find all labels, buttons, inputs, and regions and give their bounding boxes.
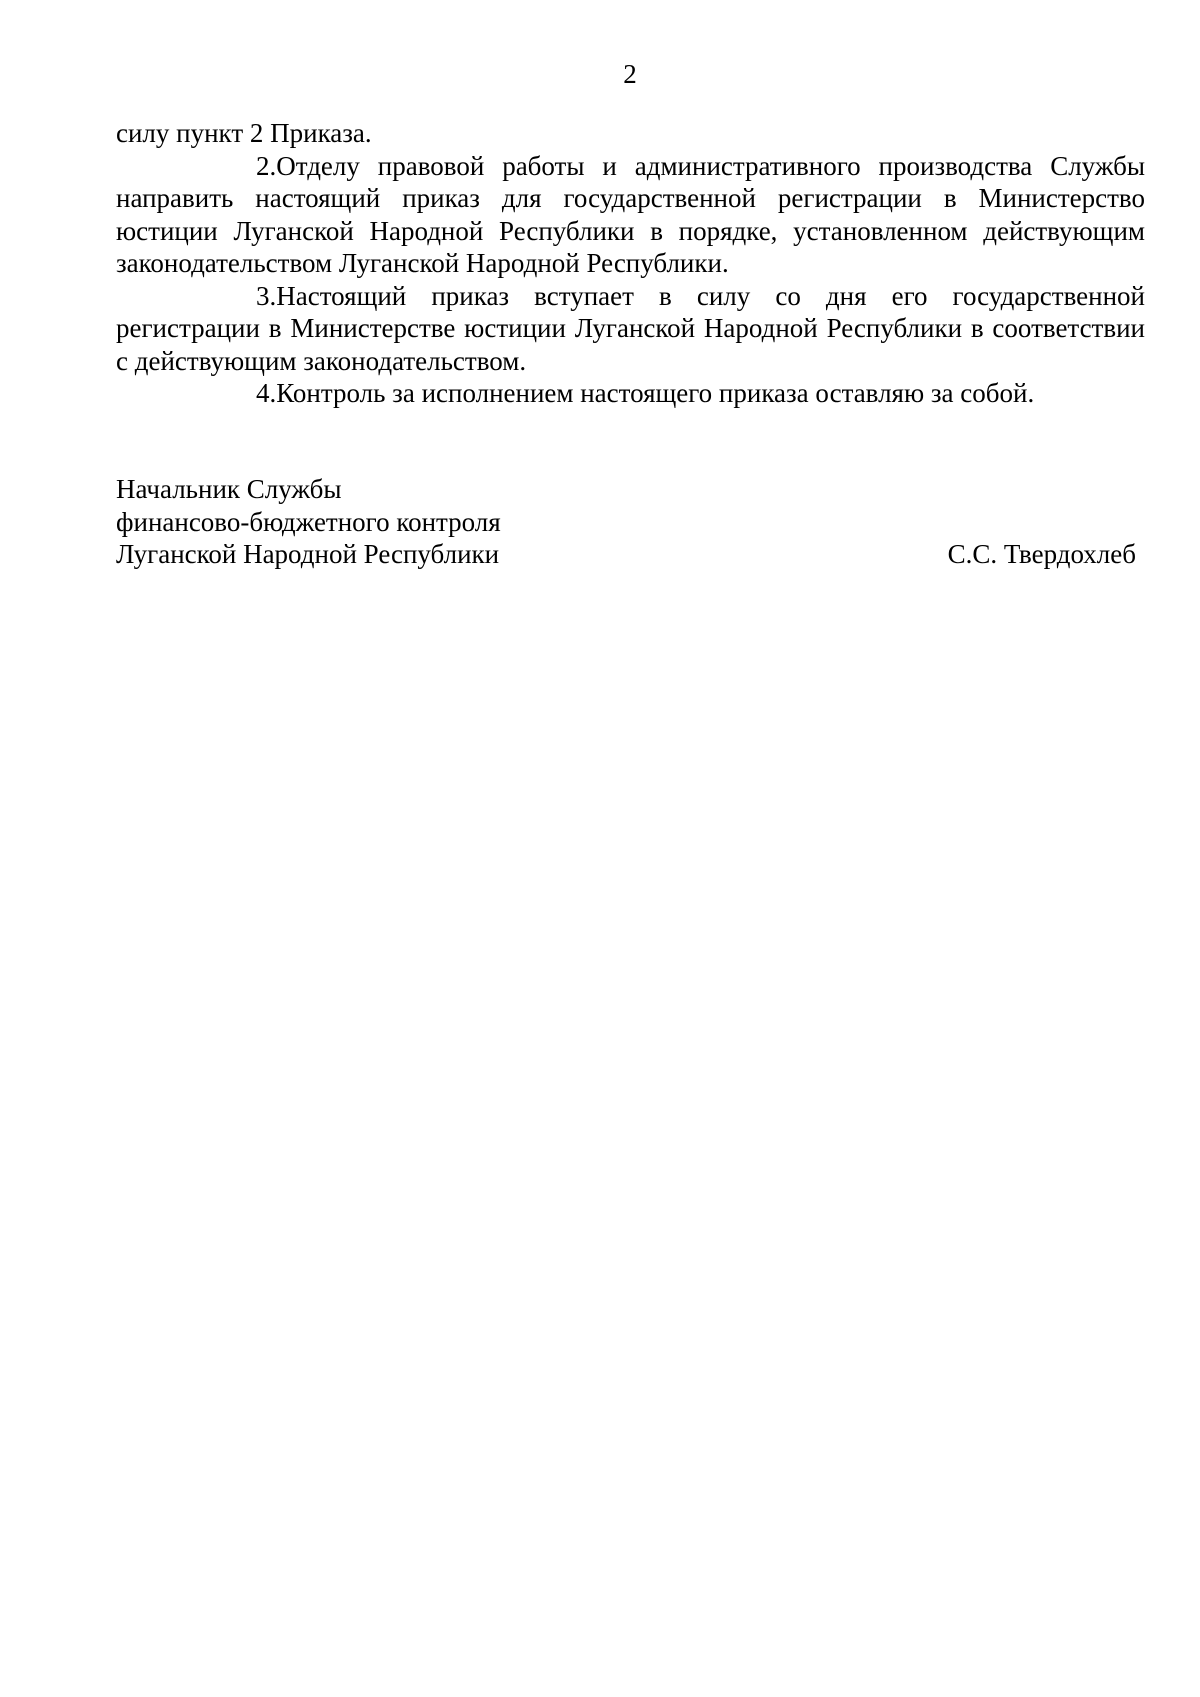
- document-body: [116, 117, 1145, 410]
- signatory-name: С.С. Твердохлеб: [947, 539, 1136, 569]
- paragraph-text: Контроль за исполнением настоящего приказа оставляю за собой.: [276, 378, 1035, 408]
- paragraph-continuation: [116, 117, 1145, 150]
- paragraph-text: силу пункт 2 Приказа.: [116, 118, 372, 148]
- item-number: 3.: [256, 280, 277, 311]
- paragraph-item-2: [116, 150, 1145, 280]
- signature-position: Начальник Службы: [116, 474, 342, 504]
- paragraph-text: Отделу правовой работы и административного производства Службы направить настоящий приказ для государственной регистрации в Министерство юстиции Луганской Народной Республики в порядке, установленном действующим законодательством Луганской Народной Республики.: [116, 150, 1145, 278]
- signature-organization: финансово-бюджетного контроля: [116, 506, 501, 537]
- signature-title-line: [116, 473, 1136, 506]
- signature-title-line: [116, 506, 1136, 539]
- signature-republic: Луганской Народной Республики: [116, 539, 500, 569]
- paragraph-item-4: [116, 377, 1145, 410]
- paragraph-text: Настоящий приказ вступает в силу со дня его государственной регистрации в Министерстве юстиции Луганской Народной Республики в соответствии с действующим законодательством.: [116, 280, 1145, 376]
- item-number: 2.: [256, 150, 277, 181]
- page-number: 2: [623, 59, 637, 89]
- paragraph-item-3: [116, 280, 1145, 378]
- item-number: 4.: [256, 378, 277, 408]
- signature-block: [116, 473, 1136, 571]
- signature-title-line: [116, 538, 1136, 571]
